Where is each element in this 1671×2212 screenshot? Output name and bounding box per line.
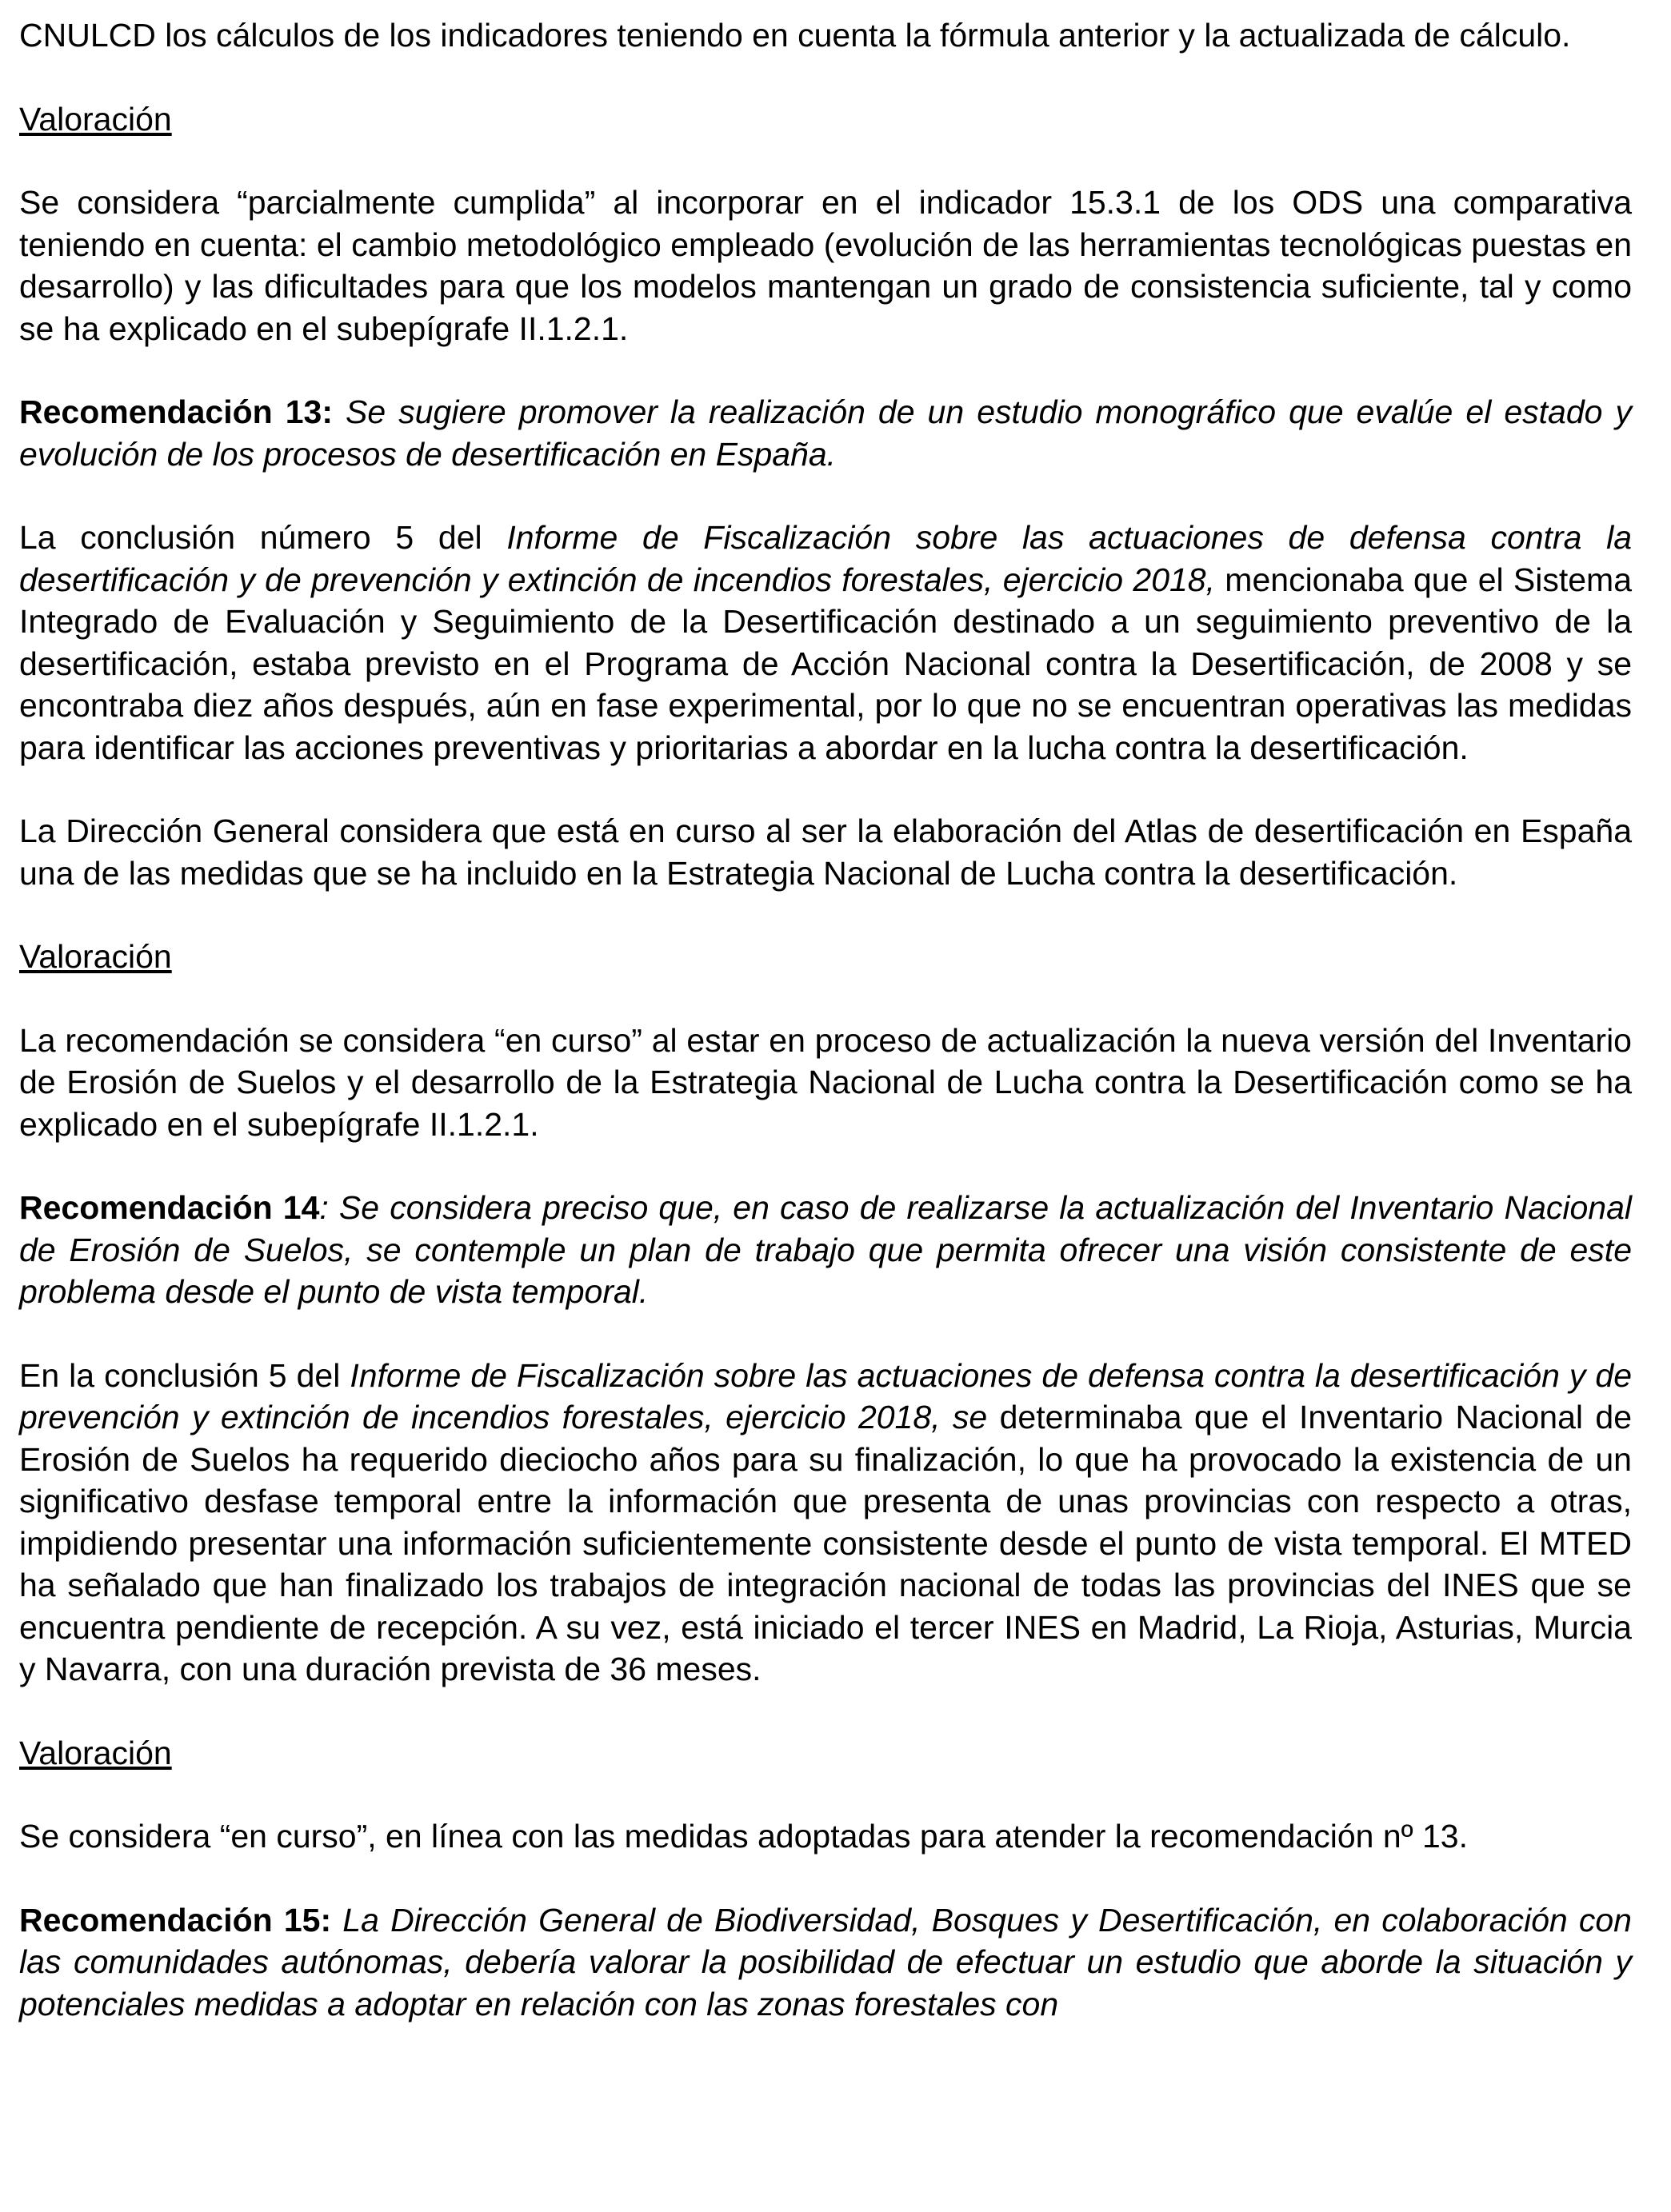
valoracion-heading: Valoración [19, 100, 172, 138]
ines-intro: En la conclusión 5 del [19, 1356, 350, 1394]
document-page [19, 14, 1632, 2025]
paragraph-direccion-general: La Dirección General considera que está en curso al ser la elaboración del Atlas de desertificación en España una de las medidas que se ha incluido en la Estrategia Nacional de Lucha contra la desertificación. [19, 813, 1632, 892]
valoracion-heading: Valoración [19, 1734, 172, 1771]
report-title-italic: Informe de Fiscalización sobre las actuaciones de defensa contra la desertificación y de prevención y extinción de incendios forestales, ejercicio 2018, [19, 519, 1632, 598]
paragraph-valoracion-2: La recomendación se considera “en curso” al estar en proceso de actualización la nueva versión del Inventario de Erosión de Suelos y el desarrollo de la Estrategia Nacional de Lucha contra la Desertificación como se ha explicado en el subepígrafe II.1.2.1. [19, 1021, 1632, 1143]
recommendation-13-label: Recomendación 13: [19, 393, 333, 430]
recommendation-14-label: Recomendación 14 [19, 1189, 320, 1226]
report-title-italic: Informe de Fiscalización sobre las actuaciones de defensa contra la desertificación y de prevención y extinción de incendios forestales, ejercicio 2018, se [19, 1356, 1632, 1435]
ines-body: determinaba que el Inventario Nacional de Erosión de Suelos ha requerido dieciocho años para su finalización, lo que ha provocado la existencia de un significativo desfase temporal entre la información que presenta de unas provincias con respecto a otras, impidiendo presentar una información suficientemente consistente desde el punto de vista temporal. El MTED ha señalado que han finalizado los trabajos de integración nacional de todas las provincias del INES que se encuentra pendiente de recepción. A su vez, está iniciado el tercer INES en Madrid, La Rioja, Asturias, Murcia y Navarra, con una duración prevista de 36 meses. [19, 1399, 1632, 1687]
recommendation-14 [19, 1187, 1632, 1313]
paragraph-valoracion-1: Se considera “parcialmente cumplida” al incorporar en el indicador 15.3.1 de los ODS una comparativa teniendo en cuenta: el cambio metodológico empleado (evolución de las herramientas tecnológicas puestas en desarrollo) y las dificultades para que los modelos mantengan un grado de consistencia suficiente, tal y como se ha explicado en el subepígrafe II.1.2.1. [19, 184, 1632, 347]
conclusion-5-intro: La conclusión número 5 del [19, 519, 507, 556]
paragraph-ines [19, 1355, 1632, 1691]
recommendation-13-text: Se sugiere promover la realización de un estudio monográfico que evalúe el estado y evolución de los procesos de desertificación en España. [19, 393, 1632, 473]
conclusion-5-body: mencionaba que el Sistema Integrado de Evaluación y Seguimiento de la Desertificación destinado a un seguimiento preventivo de la desertificación, estaba previsto en el Programa de Acción Nacional contra la Desertificación, de 2008 y se encontraba diez años después, aún en fase experimental, por lo que no se encuentran operativas las medidas para identificar las acciones preventivas y prioritarias a abordar en la lucha contra la desertificación. [19, 561, 1633, 766]
recommendation-13 [19, 391, 1632, 475]
recommendation-14-text: : Se considera preciso que, en caso de realizarse la actualización del Inventario Nacional de Erosión de Suelos, se contemple un plan de trabajo que permita ofrecer una visión consistente de este problema desde el punto de vista temporal. [19, 1189, 1632, 1310]
paragraph-cnulcd: CNULCD los cálculos de los indicadores teniendo en cuenta la fórmula anterior y la actualizada de cálculo. [19, 17, 1571, 54]
paragraph-conclusion-5 [19, 517, 1632, 769]
valoracion-heading: Valoración [19, 938, 172, 975]
recommendation-15-label: Recomendación 15: [19, 1901, 332, 1938]
recommendation-15 [19, 1899, 1632, 2026]
recommendation-15-text: La Dirección General de Biodiversidad, Bosques y Desertificación, en colaboración con las comunidades autónomas, debería valorar la posibilidad de efectuar un estudio que aborde la situación y potenciales medidas a adoptar en relación con las zonas forestales con [19, 1901, 1632, 2022]
paragraph-valoracion-3: Se considera “en curso”, en línea con las medidas adoptadas para atender la recomendación nº 13. [19, 1818, 1468, 1855]
